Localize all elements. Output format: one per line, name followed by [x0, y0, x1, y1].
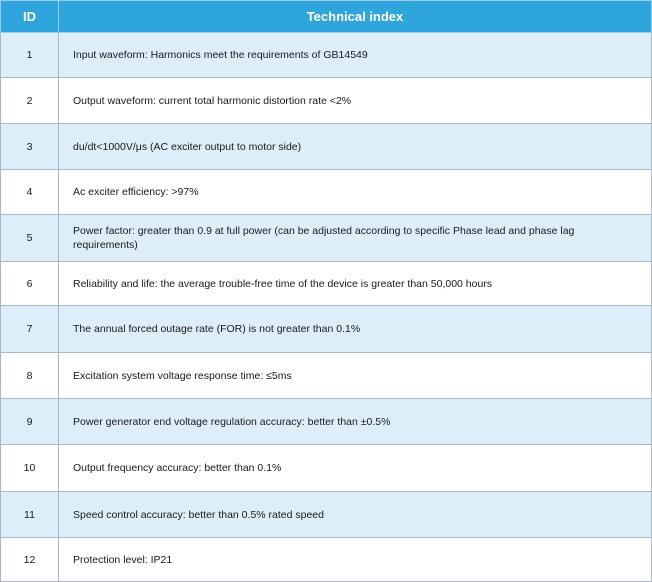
row-id: 12 — [1, 538, 59, 582]
table-row — [1, 215, 652, 262]
row-id: 9 — [1, 399, 59, 445]
table-header-row — [1, 1, 652, 33]
row-id: 2 — [1, 78, 59, 124]
table-row — [1, 399, 652, 445]
row-text: The annual forced outage rate (FOR) is not greater than 0.1% — [59, 306, 652, 353]
table-row — [1, 353, 652, 399]
row-id: 8 — [1, 353, 59, 399]
table-row — [1, 262, 652, 306]
row-text: Output frequency accuracy: better than 0.1% — [59, 445, 652, 492]
header-id: ID — [1, 1, 59, 33]
table-row — [1, 78, 652, 124]
row-id: 3 — [1, 124, 59, 170]
table-row — [1, 33, 652, 78]
row-text: Power factor: greater than 0.9 at full power (can be adjusted according to specific Phase lead and phase lag requirements) — [59, 215, 652, 262]
row-text: Reliability and life: the average trouble-free time of the device is greater than 50,000 hours — [59, 262, 652, 306]
row-text: Protection level: IP21 — [59, 538, 652, 582]
row-id: 10 — [1, 445, 59, 492]
row-text: Output waveform: current total harmonic distortion rate <2% — [59, 78, 652, 124]
row-text: Ac exciter efficiency: >97% — [59, 170, 652, 215]
row-text: Input waveform: Harmonics meet the requirements of GB14549 — [59, 33, 652, 78]
row-text: Speed control accuracy: better than 0.5% rated speed — [59, 492, 652, 538]
table-row — [1, 492, 652, 538]
row-text: Excitation system voltage response time: ≤5ms — [59, 353, 652, 399]
row-text: du/dt<1000V/μs (AC exciter output to motor side) — [59, 124, 652, 170]
header-technical-index: Technical index — [59, 1, 652, 33]
table-row — [1, 124, 652, 170]
row-id: 4 — [1, 170, 59, 215]
row-text: Power generator end voltage regulation accuracy: better than ±0.5% — [59, 399, 652, 445]
table-row — [1, 170, 652, 215]
table-row — [1, 445, 652, 492]
row-id: 5 — [1, 215, 59, 262]
row-id: 6 — [1, 262, 59, 306]
table-row — [1, 306, 652, 353]
table-row — [1, 538, 652, 582]
row-id: 11 — [1, 492, 59, 538]
row-id: 7 — [1, 306, 59, 353]
row-id: 1 — [1, 33, 59, 78]
